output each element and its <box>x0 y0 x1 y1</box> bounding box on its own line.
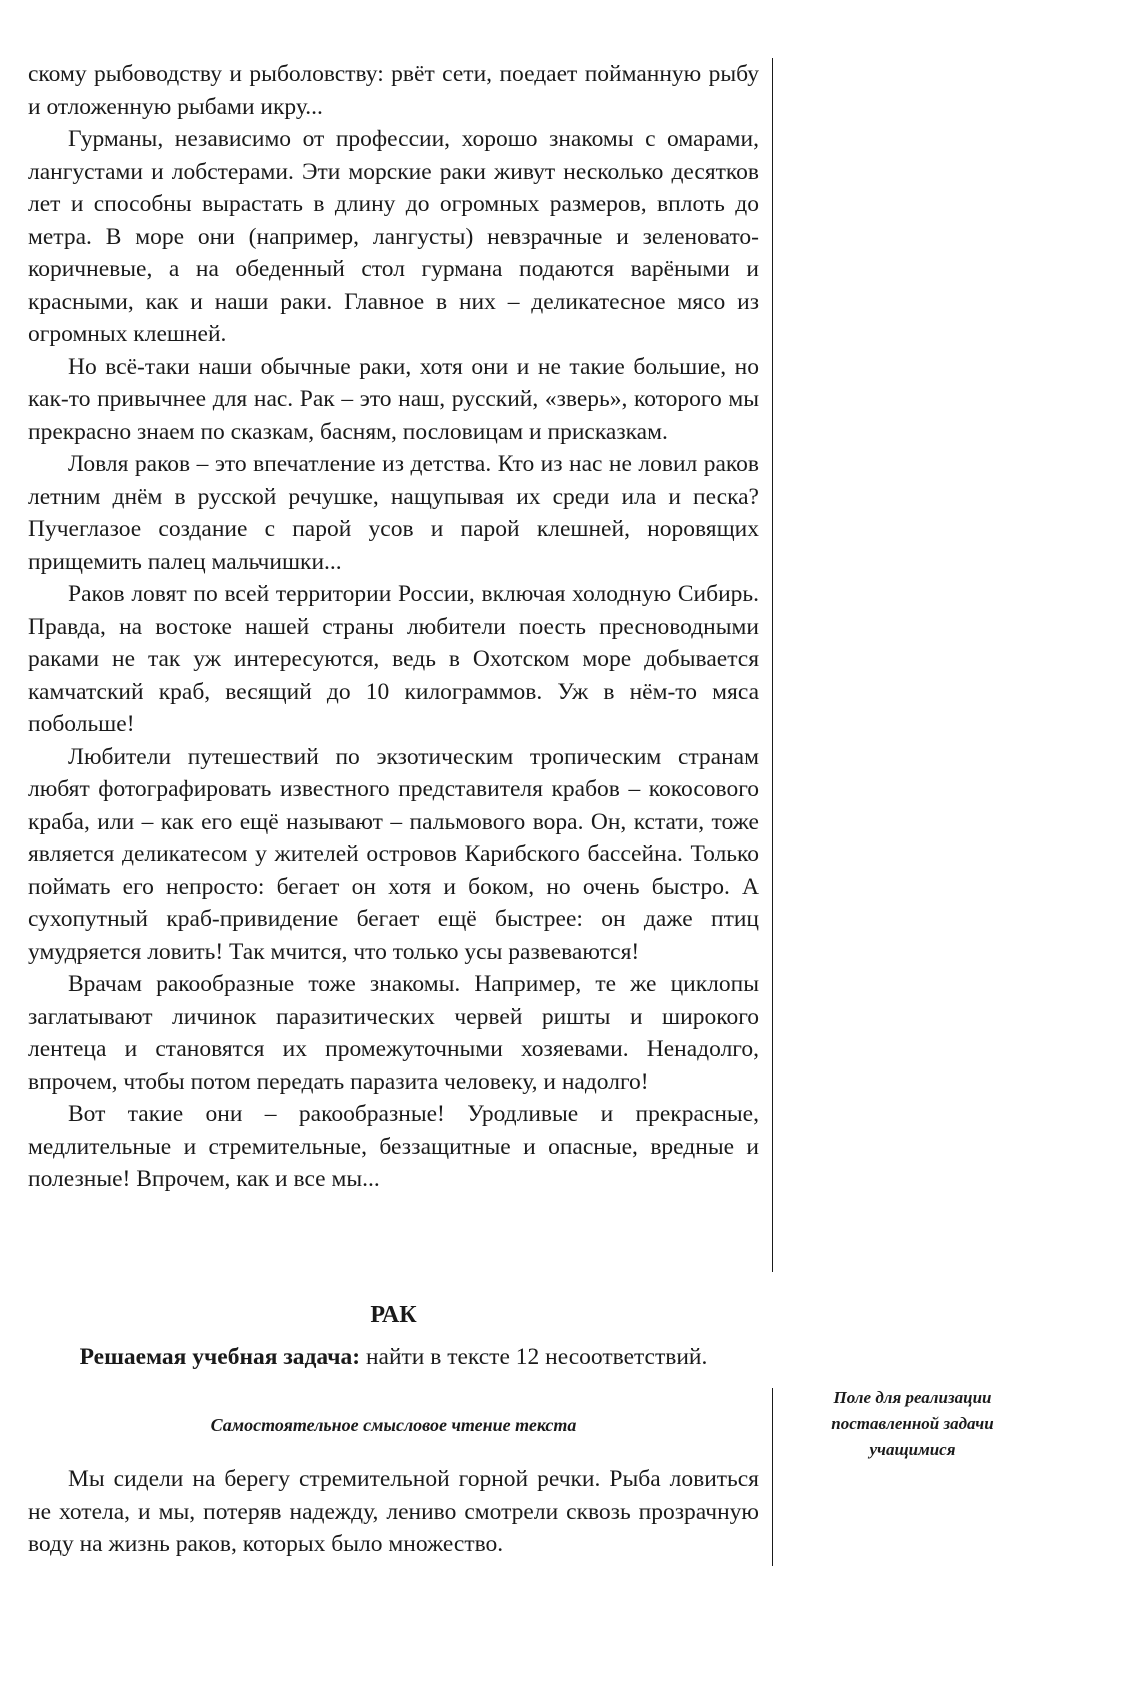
body-paragraph: скому рыбоводству и рыболовству: рвёт сети, поедает пойманную рыбу и отложенную рыбами икру... <box>28 61 759 120</box>
column-divider-top <box>772 58 773 1272</box>
margin-field-note: Поле для реализации поставленной задачи учащимися <box>831 1388 994 1459</box>
reading-paragraph: Мы сидели на берегу стремительной горной речки. Рыба ловиться не хотела, и мы, потеряв надежду, лениво смотрели сквозь прозрачную воду на жизнь раков, которых было множество. <box>28 1466 759 1557</box>
body-paragraph: Раков ловят по всей территории России, включая холодную Сибирь. Правда, на востоке нашей страны любители поесть пресноводными раками не так уж интересуются, ведь в Охотском море добывается камчатский краб, весящий до 10 килограммов. Уж в нём-то мяса побольше! <box>28 581 759 737</box>
body-paragraph: Врачам ракообразные тоже знакомы. Например, те же циклопы заглатывают личинок паразитических червей ришты и широкого лентеца и становятся их промежуточными хозяевами. Ненадолго, впрочем, чтобы потом передать паразита человеку, и надолго! <box>28 971 759 1095</box>
body-paragraph: Ловля раков – это впечатление из детства. Кто из нас не ловил раков летним днём в русской речушке, нащупывая их среди ила и песка? Пучеглазое создание с парой усов и парой клешней, норовящих прищемить палец мальчишки... <box>28 451 759 575</box>
main-text-column <box>28 58 759 1196</box>
section-title: РАК <box>370 1302 417 1328</box>
reading-text <box>28 1463 759 1561</box>
body-paragraph: Но всё-таки наши обычные раки, хотя они и не такие большие, но как-то привычнее для нас. Рак – это наш, русский, «зверь», которого мы прекрасно знаем по сказкам, басням, пословицам и присказкам. <box>28 353 759 445</box>
task-text: найти в тексте 12 несоответствий. <box>360 1344 708 1370</box>
learning-task <box>28 1342 759 1372</box>
column-divider-bottom <box>772 1388 773 1566</box>
reading-subheading: Самостоятельное смысловое чтение текста <box>210 1415 577 1435</box>
task-label: Решаемая учебная задача: <box>79 1344 361 1370</box>
body-paragraph: Вот такие они – ракообразные! Уродливые и прекрасные, медлительные и стремительные, беззащитные и опасные, вредные и полезные! Впрочем, как и все мы... <box>28 1101 759 1192</box>
body-paragraph: Любители путешествий по экзотическим тропическим странам любят фотографировать известного представителя крабов – кокосового краба, или – как его ещё называют – пальмового вора. Он, кстати, тоже является деликатесом у жителей островов Карибского бассейна. Только поймать его непросто: бегает он хотя и боком, но очень быстро. А сухопутный краб-привидение бегает ещё быстрее: он даже птиц умудряется ловить! Так мчится, что только усы развеваются! <box>28 743 759 965</box>
body-paragraph: Гурманы, независимо от профессии, хорошо знакомы с омарами, лангустами и лобстерами. Эти морские раки живут несколько десятков лет и способны вырастать в длину до огромных размеров, вплоть до метра. В море они (например, лангусты) невзрачные и зеленовато-коричневые, а на обеденный стол гурмана подаются варёными и красными, как и наши раки. Главное в них – деликатесное мясо из огромных клешней. <box>28 126 759 347</box>
